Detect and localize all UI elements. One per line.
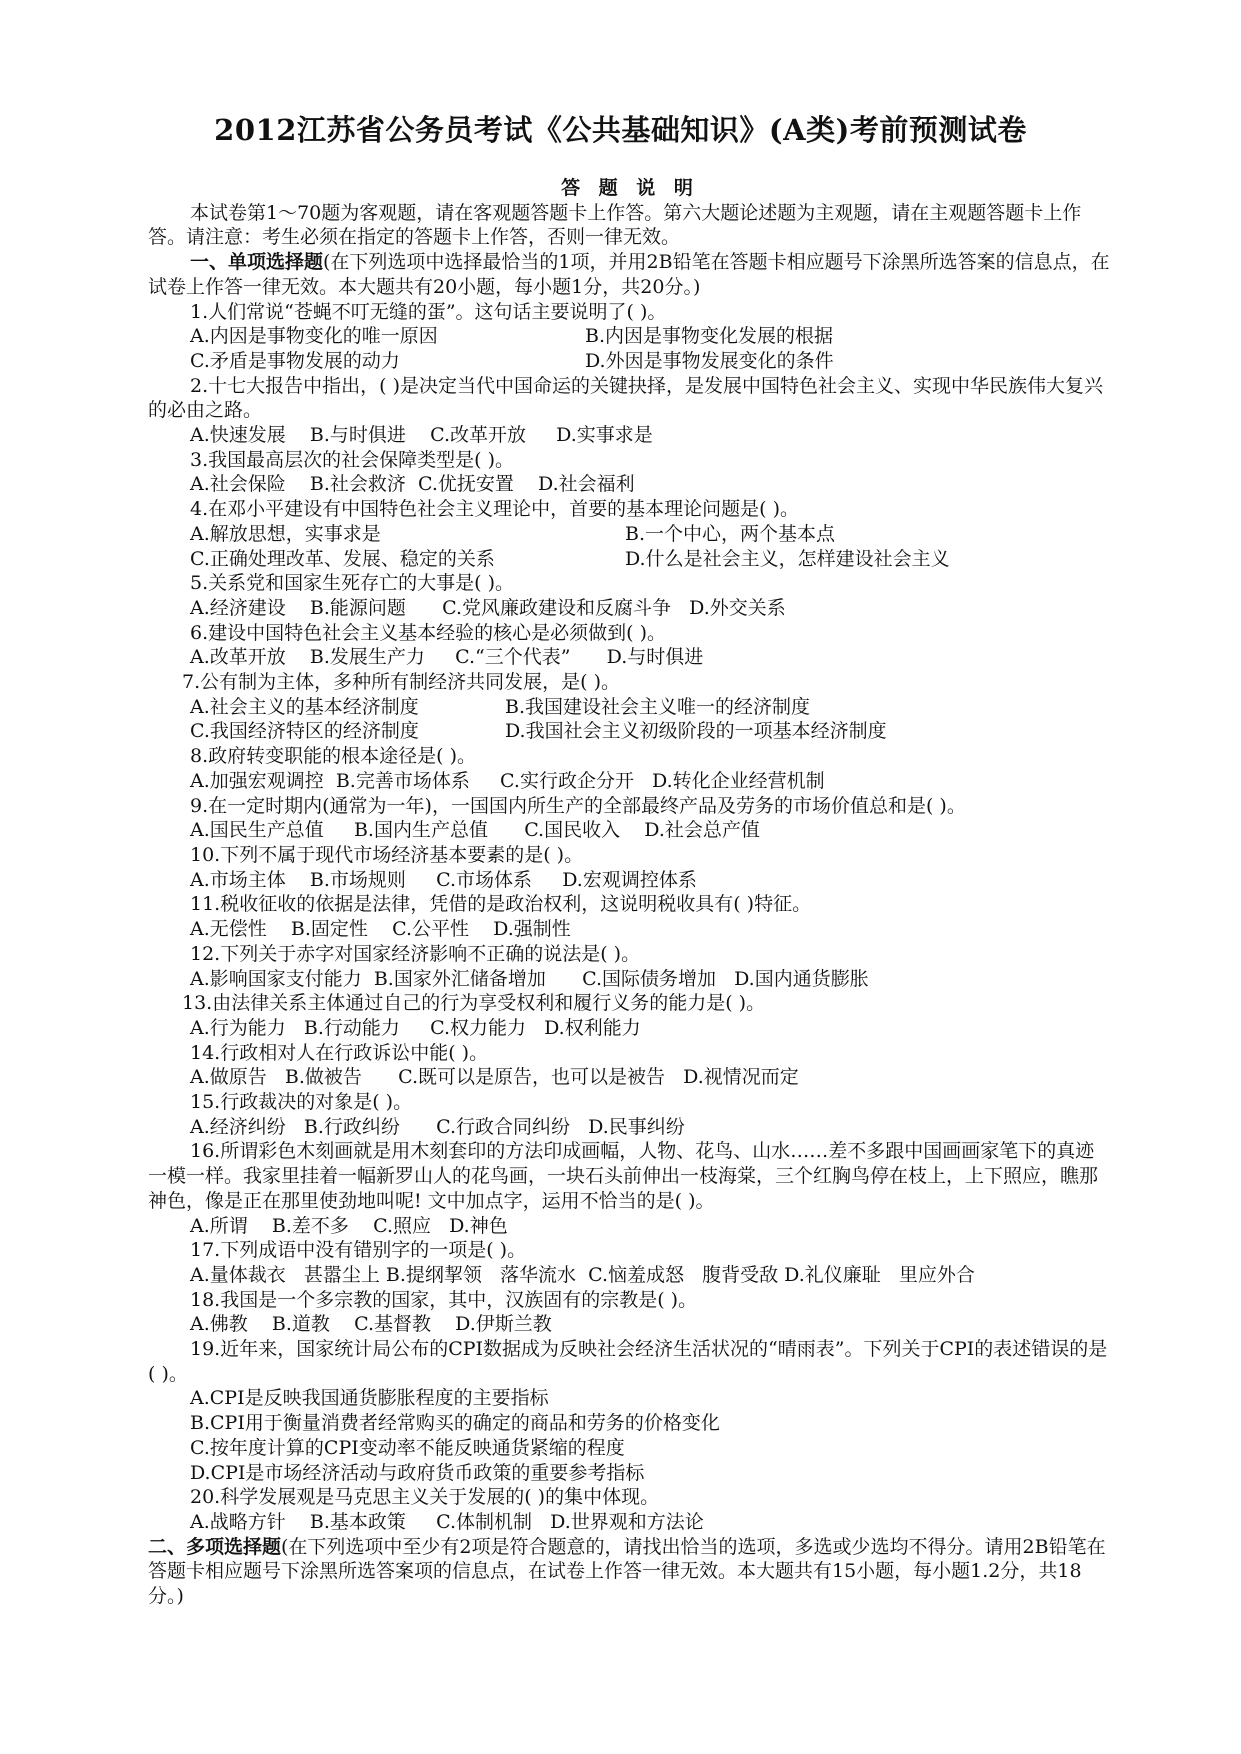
question-20-options: A.战略方针 B.基本政策 C.体制机制 D.世界观和方法论 (190, 1510, 704, 1533)
question-2-options: A.快速发展 B.与时俱进 C.改革开放 D.实事求是 (190, 424, 653, 447)
question-18-options: A.佛教 B.道教 C.基督教 D.伊斯兰教 (190, 1313, 552, 1336)
exam-body (148, 176, 1112, 1609)
question-20: 20.科学发展观是马克思主义关于发展的( )的集中体现。 (190, 1486, 660, 1509)
option: D.外因是事物发展变化的条件 (585, 349, 834, 372)
option: A.内因是事物变化的唯一原因 (190, 325, 438, 348)
question-17-options: A.量体裁衣 甚嚣尘上 B.提纲挈领 落华流水 C.恼羞成怒 腹背受敌 D.礼仪廉耻 里应外合 (190, 1263, 975, 1286)
option: D.CPI是市场经济活动与政府货币政策的重要参考指标 (190, 1461, 645, 1484)
option: C.矛盾是事物发展的动力 (190, 349, 400, 372)
option: D.什么是社会主义，怎样建设社会主义 (625, 547, 950, 570)
option: C.正确处理改革、发展、稳定的关系 (190, 547, 495, 570)
question-3: 3.我国最高层次的社会保障类型是( )。 (190, 448, 514, 471)
question-6-options: A.改革开放 B.发展生产力 C.“三个代表” D.与时俱进 (190, 646, 704, 669)
option: D.我国社会主义初级阶段的一项基本经济制度 (505, 720, 887, 743)
question-12-options: A.影响国家支付能力 B.国家外汇储备增加 C.国际债务增加 D.国内通货膨胀 (190, 967, 869, 990)
question-6: 6.建设中国特色社会主义基本经验的核心是必须做到( )。 (190, 621, 666, 644)
question-9-options: A.国民生产总值 B.国内生产总值 C.国民收入 D.社会总产值 (190, 819, 760, 842)
question-13-options: A.行为能力 B.行动能力 C.权力能力 D.权利能力 (190, 1016, 641, 1039)
question-1: 1.人们常说“苍蝇不叮无缝的蛋”。这句话主要说明了( )。 (190, 300, 667, 323)
instructions-heading: 答 题 说 明 (561, 177, 699, 199)
option: A.CPI是反映我国通货膨胀程度的主要指标 (190, 1387, 549, 1410)
question-4-options (148, 522, 1112, 571)
option: B.内因是事物变化发展的根据 (585, 325, 834, 348)
question-5: 5.关系党和国家生死存亡的大事是( )。 (190, 572, 514, 595)
option: A.解放思想，实事求是 (190, 522, 381, 545)
question-1-options (148, 324, 1112, 373)
option: A.社会主义的基本经济制度 (190, 695, 419, 718)
section-two-title: 二、多项选择题 (148, 1535, 282, 1558)
section-one-title: 一、单项选择题 (190, 251, 324, 274)
instructions-text: 本试卷第1～70题为客观题，请在客观题答题卡上作答。第六大题论述题为主观题，请在主观题答题卡上作答。请注意：考生必须在指定的答题卡上作答，否则一律无效。 (148, 201, 1082, 249)
section-two-desc: (在下列选项中至少有2项是符合题意的，请找出恰当的选项，多选或少选均不得分。请用2B铅笔在答题卡相应题号下涂黑所选答案项的信息点，在试卷上作答一律无效。本大题共有15小题，每小题1.2分，共18分。) (148, 1535, 1106, 1608)
question-16-options: A.所谓 B.差不多 C.照应 D.神色 (190, 1214, 508, 1237)
question-16: 16.所谓彩色木刻画就是用木刻套印的方法印成画幅，人物、花鸟、山水……差不多跟中国画画家笔下的真迹一模一样。我家里挂着一幅新罗山人的花鸟画，一块石头前伸出一枝海棠，三个红胸鸟停在枝上，上下照应，瞧那神色，像是正在那里使劲地叫呢! 文中加点字，运用不恰当的是( )。 (148, 1140, 1099, 1212)
question-14: 14.行政相对人在行政诉讼中能( )。 (190, 1041, 489, 1064)
option: C.我国经济特区的经济制度 (190, 720, 419, 743)
section-two-header (148, 1535, 1112, 1609)
option: B.我国建设社会主义唯一的经济制度 (505, 695, 811, 718)
question-19: 19.近年来，国家统计局公布的CPI数据成为反映社会经济生活状况的“晴雨表”。下列关于CPI的表述错误的是( )。 (148, 1338, 1108, 1385)
question-7: 7.公有制为主体，多种所有制经济共同发展，是( )。 (182, 671, 620, 694)
question-17: 17.下列成语中没有错别字的一项是( )。 (190, 1239, 527, 1262)
question-11-options: A.无偿性 B.固定性 C.公平性 D.强制性 (190, 918, 571, 941)
option: B.一个中心，两个基本点 (625, 522, 836, 545)
question-9: 9.在一定时期内(通常为一年)，一国国内所生产的全部最终产品及劳务的市场价值总和是( )。 (190, 794, 966, 817)
question-18: 18.我国是一个多宗教的国家，其中，汉族固有的宗教是( )。 (190, 1288, 698, 1311)
question-4: 4.在邓小平建设有中国特色社会主义理论中，首要的基本理论问题是( )。 (190, 498, 799, 521)
question-10: 10.下列不属于现代市场经济基本要素的是( )。 (190, 843, 584, 866)
question-7-options (148, 695, 1112, 744)
section-one-header (148, 250, 1112, 299)
page-title: 2012江苏省公务员考试《公共基础知识》(A类)考前预测试卷 (214, 113, 1027, 147)
question-11: 11.税收征收的依据是法律，凭借的是政治权利，这说明税收具有( )特征。 (190, 893, 812, 916)
question-5-options: A.经济建设 B.能源问题 C.党风廉政建设和反腐斗争 D.外交关系 (190, 596, 786, 619)
question-15: 15.行政裁决的对象是( )。 (190, 1091, 413, 1114)
question-8-options: A.加强宏观调控 B.完善市场体系 C.实行政企分开 D.转化企业经营机制 (190, 769, 825, 792)
question-12: 12.下列关于赤字对国家经济影响不正确的说法是( )。 (190, 942, 641, 965)
question-13: 13.由法律关系主体通过自己的行为享受权利和履行义务的能力是( )。 (182, 992, 766, 1015)
question-14-options: A.做原告 B.做被告 C.既可以是原告，也可以是被告 D.视情况而定 (190, 1066, 799, 1089)
question-10-options: A.市场主体 B.市场规则 C.市场体系 D.宏观调控体系 (190, 868, 697, 891)
section-one-desc: (在下列选项中选择最恰当的1项，并用2B铅笔在答题卡相应题号下涂黑所选答案的信息点，在试卷上作答一律无效。本大题共有20小题，每小题1分，共20分。) (148, 251, 1110, 298)
option: C.按年度计算的CPI变动率不能反映通货紧缩的程度 (190, 1436, 625, 1459)
option: B.CPI用于衡量消费者经常购买的确定的商品和劳务的价格变化 (190, 1412, 720, 1435)
question-8: 8.政府转变职能的根本途径是( )。 (190, 745, 476, 768)
question-15-options: A.经济纠纷 B.行政纠纷 C.行政合同纠纷 D.民事纠纷 (190, 1115, 685, 1138)
question-2: 2.十七大报告中指出，( )是决定当代中国命运的关键抉择，是发展中国特色社会主义、实现中华民族伟大复兴的必由之路。 (148, 374, 1103, 422)
question-3-options: A.社会保险 B.社会救济 C.优抚安置 D.社会福利 (190, 473, 635, 496)
